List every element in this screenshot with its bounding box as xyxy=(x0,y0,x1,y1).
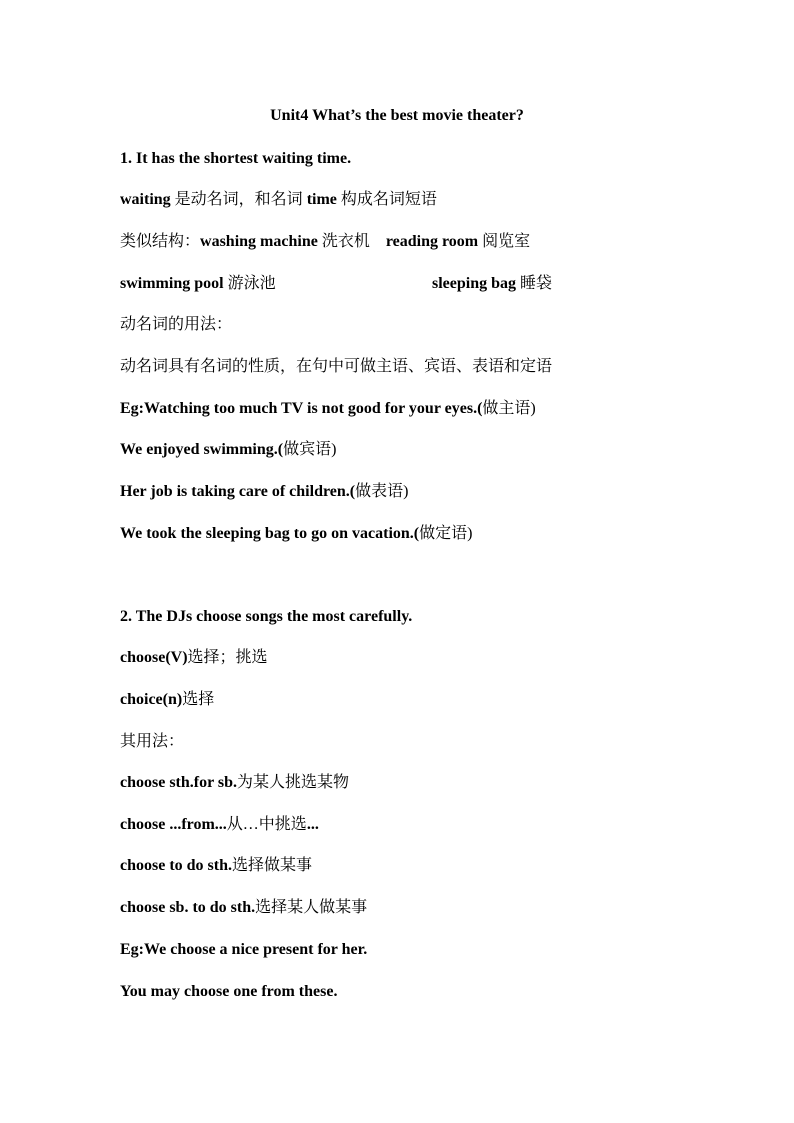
section1-example-3 xyxy=(120,481,408,503)
section1-line-waiting xyxy=(120,189,437,211)
text-en: We took the sleeping bag to go on vacation.( xyxy=(120,525,420,542)
section2-example-2: You may choose one from these. xyxy=(120,983,338,1000)
text-en: washing machine xyxy=(200,233,322,250)
section2-usage-4 xyxy=(120,897,367,919)
section1-example-2 xyxy=(120,439,336,461)
text-en: sleeping bag xyxy=(432,275,521,292)
text-en: ... xyxy=(306,816,319,833)
text-cn: 选择某人做某事 xyxy=(255,899,368,916)
text-cn: 选择做某事 xyxy=(232,857,313,874)
text-en: ) xyxy=(331,441,337,458)
text-cn: 做宾语 xyxy=(283,441,332,458)
text-en: Eg:Watching too much TV is not good for your eyes.( xyxy=(120,400,483,417)
text-cn: 选择；挑选 xyxy=(187,649,268,666)
text-cn: 做定语 xyxy=(419,525,468,542)
text-en: waiting xyxy=(120,191,175,208)
text-en: choose sb. to do sth. xyxy=(120,899,256,916)
section1-usage-label: 动名词的用法： xyxy=(120,316,233,333)
section2-line-choose xyxy=(120,647,268,669)
section1-line-pool xyxy=(120,273,276,295)
text-en: ) xyxy=(467,525,473,542)
text-en: We enjoyed swimming.( xyxy=(120,441,284,458)
text-cn: 类似结构： xyxy=(120,233,201,250)
section1-example-1 xyxy=(120,398,536,420)
text-en: Her job is taking care of children.( xyxy=(120,483,356,500)
text-cn: 构成名词短语 xyxy=(340,191,437,208)
text-en: choose sth.for sb. xyxy=(120,774,238,791)
text-en: choose(V) xyxy=(120,649,188,666)
text-cn: 睡袋 xyxy=(520,275,553,292)
text-en: choose ...from... xyxy=(120,816,227,833)
section2-usage-2 xyxy=(120,814,319,836)
text-en: time xyxy=(302,191,341,208)
text-cn: 为某人挑选某物 xyxy=(237,774,350,791)
text-en: ) xyxy=(403,483,409,500)
text-en: choice(n) xyxy=(120,691,183,708)
text-cn: 从…中挑选 xyxy=(226,816,307,833)
section1-line-bag xyxy=(432,273,552,295)
section1-usage-desc: 动名词具有名词的性质，在句中可做主语、宾语、表语和定语 xyxy=(120,358,553,375)
text-cn: 做主语 xyxy=(482,400,531,417)
text-cn: 洗衣机 xyxy=(321,233,370,250)
section2-usage-1 xyxy=(120,772,349,794)
text-cn: 阅览室 xyxy=(482,233,531,250)
text-en: swimming pool xyxy=(120,275,228,292)
text-cn: 游泳池 xyxy=(227,275,276,292)
text-cn: 做表语 xyxy=(355,483,404,500)
text-cn: 是动名词，和名词 xyxy=(174,191,303,208)
text-en: ) xyxy=(530,400,536,417)
section2-heading: 2. The DJs choose songs the most carefully. xyxy=(120,608,413,625)
section2-usage-3 xyxy=(120,855,312,877)
section2-usage-label: 其用法： xyxy=(120,733,185,750)
section1-line-similar xyxy=(120,231,530,253)
section1-heading: 1. It has the shortest waiting time. xyxy=(120,150,352,167)
unit-title: Unit4 What’s the best movie theater? xyxy=(270,107,524,124)
text-en: reading room xyxy=(369,233,483,250)
text-cn: 选择 xyxy=(182,691,215,708)
text-en: choose to do sth. xyxy=(120,857,233,874)
section2-example-1: Eg:We choose a nice present for her. xyxy=(120,941,368,958)
section2-line-choice xyxy=(120,689,214,711)
section1-example-4 xyxy=(120,523,472,545)
